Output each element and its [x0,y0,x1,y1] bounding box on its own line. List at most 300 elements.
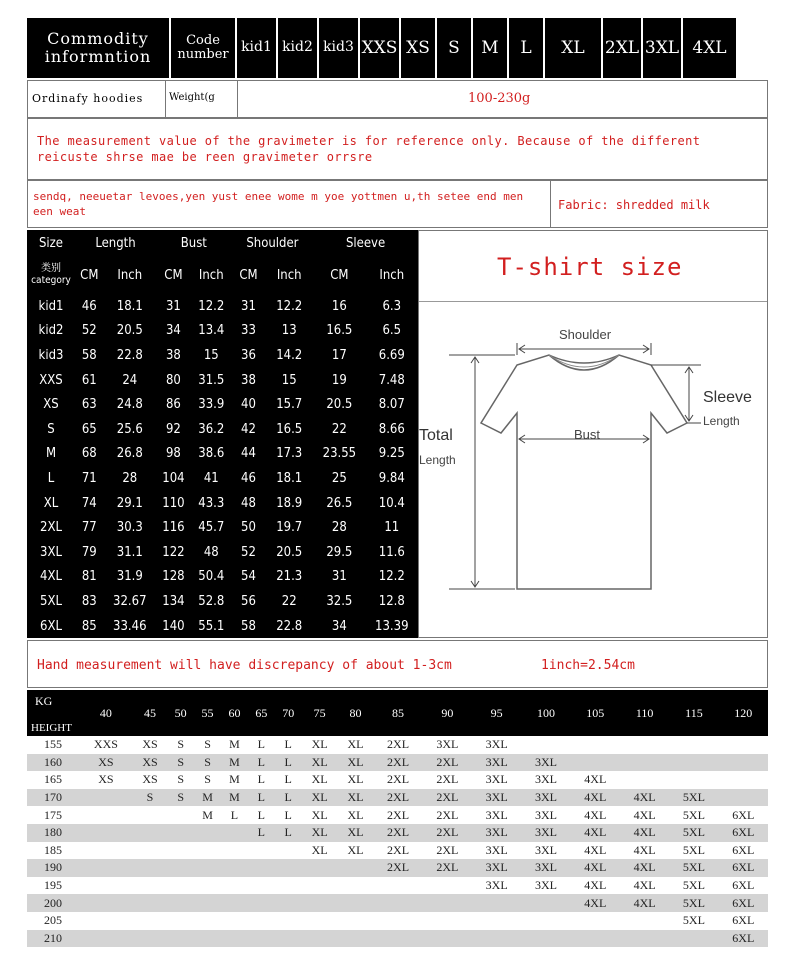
chart-header-row [27,690,768,736]
recommended-size-cell [194,894,221,912]
size-value-cell: 63 [81,397,97,413]
size-value-cell: 110 [162,495,185,511]
product-row [27,80,768,118]
weight-value: 100-230g [468,91,531,106]
size-table-row [27,343,418,368]
recommended-size-cell: 4XL [571,824,620,842]
recommended-size-cell [669,754,718,772]
recommended-size-cell: S [167,754,194,772]
weight-height-chart [27,690,768,950]
size-value-cell: 58 [81,347,97,363]
recommended-size-cell: XL [302,824,338,842]
recommended-size-cell: XL [302,806,338,824]
size-value-cell: 6.69 [378,347,405,363]
recommended-size-cell: 3XL [472,859,521,877]
height-cell: 160 [27,754,79,772]
unit-cm: CM [80,267,99,283]
recommended-size-cell: S [194,771,221,789]
recommended-size-cell [620,912,669,930]
recommended-size-cell: XL [302,754,338,772]
size-value-cell: 79 [81,544,97,560]
recommended-size-cell: 4XL [620,806,669,824]
recommended-size-cell [133,859,167,877]
recommended-size-cell: M [194,789,221,807]
size-value-cell: 31.9 [116,569,143,585]
recommended-size-cell [669,736,718,754]
size-table [27,230,418,638]
gravimeter-notice: The measurement value of the gravimeter is for reference only. Because of the different reicuste shrse mae be reen gravimeter orrsre [37,134,701,164]
recommended-size-cell: XL [302,771,338,789]
weight-header-cell: 50 [167,690,194,736]
recommended-size-cell: 2XL [373,806,422,824]
recommended-size-cell [338,859,374,877]
size-value-cell: 38 [241,372,256,388]
recommended-size-cell [275,877,302,895]
size-value-cell: 31 [165,298,181,314]
recommended-size-cell: XL [338,736,374,754]
recommended-size-cell [133,912,167,930]
recommended-size-cell [472,894,521,912]
recommended-size-cell: 3XL [472,824,521,842]
recommended-size-cell: XS [133,736,167,754]
recommended-size-cell [79,930,133,948]
unit-cm: CM [164,267,183,283]
kg-label: KG [35,694,53,708]
size-value-cell: 8.66 [378,421,405,437]
recommended-size-cell: 6XL [719,912,768,930]
recommended-size-cell: M [221,754,248,772]
size-value-cell: 71 [81,470,97,486]
weight-header-cell: 110 [620,690,669,736]
recommended-size-cell: 4XL [620,824,669,842]
sleeve-label: Sleeve [703,389,752,406]
chart-row [27,842,768,860]
recommended-size-cell: 6XL [719,824,768,842]
recommended-size-cell: L [248,824,275,842]
recommended-size-cell [221,912,248,930]
size-value-cell: 11.6 [378,544,405,560]
size-value-cell: 81 [81,569,97,585]
recommended-size-cell: 2XL [423,824,472,842]
header-row [27,18,768,78]
recommended-size-cell [133,806,167,824]
size-name-cell: 6XL [40,618,62,634]
recommended-size-cell: 2XL [373,771,422,789]
size-name-cell: 3XL [40,544,62,560]
recommended-size-cell [79,859,133,877]
recommended-size-cell: 3XL [472,842,521,860]
category-label: 类别 category [31,263,71,286]
recommended-size-cell: 5XL [669,877,718,895]
weight-header-cell: 115 [669,690,718,736]
chart-row [27,859,768,877]
height-cell: 170 [27,789,79,807]
recommended-size-cell: M [221,789,248,807]
weight-header-cell: 70 [275,690,302,736]
size-value-cell: 31.1 [116,544,143,560]
size-table-row [27,319,418,344]
recommended-size-cell [338,877,374,895]
size-header-2xl: 2XL [603,18,641,78]
recommended-size-cell: S [194,736,221,754]
recommended-size-cell [275,859,302,877]
size-value-cell: 26.8 [116,446,143,462]
recommended-size-cell [719,771,768,789]
recommended-size-cell: 4XL [571,859,620,877]
recommended-size-cell [472,912,521,930]
height-label: HEIGHT [31,722,72,734]
recommended-size-cell: 5XL [669,842,718,860]
size-table-row [27,614,418,639]
size-header-4xl: 4XL [683,18,736,78]
weight-header-cell: 80 [338,690,374,736]
size-value-cell: 15.7 [276,397,303,413]
recommended-size-cell [167,877,194,895]
size-value-cell: 54 [241,569,256,585]
size-value-cell: 43.3 [198,495,225,511]
recommended-size-cell: 4XL [571,894,620,912]
recommended-size-cell [194,930,221,948]
size-value-cell: 68 [81,446,97,462]
recommended-size-cell: 6XL [719,930,768,948]
weight-header-cell: 85 [373,690,422,736]
recommended-size-cell [719,736,768,754]
size-value-cell: 44 [241,446,256,462]
fabric-text: Fabric: shredded milk [558,198,710,212]
chart-row [27,894,768,912]
size-value-cell: 86 [165,397,181,413]
recommended-size-cell: 2XL [423,806,472,824]
height-cell: 175 [27,806,79,824]
size-value-cell: 74 [81,495,97,511]
recommended-size-cell [221,894,248,912]
sleeve-length-label: Length [703,414,740,428]
recommended-size-cell [79,894,133,912]
weight-label: Weight(g [169,92,215,103]
recommended-size-cell: 3XL [521,806,570,824]
recommended-size-cell [167,842,194,860]
recommended-size-cell: XL [338,806,374,824]
recommended-size-cell: L [275,771,302,789]
recommended-size-cell [669,771,718,789]
size-value-cell: 33 [241,323,256,339]
size-value-cell: 13.39 [375,618,409,634]
recommended-size-cell: XL [338,842,374,860]
recommended-size-cell [571,736,620,754]
recommended-size-cell [423,912,472,930]
size-name-cell: 5XL [40,593,62,609]
size-value-cell: 16.5 [326,323,353,339]
recommended-size-cell: 4XL [620,877,669,895]
size-value-cell: 20.5 [116,323,143,339]
size-name-cell: M [45,446,57,462]
size-value-cell: 38.6 [198,446,225,462]
recommended-size-cell: 4XL [620,789,669,807]
recommended-size-cell [275,894,302,912]
size-value-cell: 20.5 [276,544,303,560]
recommended-size-cell [423,930,472,948]
size-header-s: S [437,18,471,78]
weight-header-cell: 55 [194,690,221,736]
size-value-cell: 22.8 [116,347,143,363]
size-value-cell: 16 [331,298,347,314]
size-value-cell: 22 [281,593,297,609]
size-value-cell: 13.4 [198,323,225,339]
recommended-size-cell: 4XL [620,859,669,877]
size-value-cell: 6.5 [382,323,402,339]
size-value-cell: 29.5 [326,544,353,560]
recommended-size-cell [571,912,620,930]
size-value-cell: 22 [331,421,347,437]
recommended-size-cell [167,806,194,824]
recommended-size-cell: XL [338,754,374,772]
size-value-cell: 19 [331,372,347,388]
recommended-size-cell [275,930,302,948]
chart-row [27,736,768,754]
total-length-label: Length [419,453,456,467]
recommended-size-cell: 3XL [472,806,521,824]
chart-row [27,912,768,930]
size-value-cell: 31 [331,569,347,585]
unit-cm: CM [239,267,258,283]
recommended-size-cell: L [275,789,302,807]
size-table-row [27,294,418,319]
size-header-m: M [473,18,507,78]
size-value-cell: 128 [162,569,185,585]
size-value-cell: 7.48 [378,372,405,388]
size-value-cell: 15 [203,347,219,363]
kg-height-corner [27,690,79,736]
size-value-cell: 58 [241,618,256,634]
unit-inch: Inch [276,267,302,283]
product-name: Ordinafy hoodies [32,92,144,105]
size-value-cell: 36.2 [198,421,225,437]
height-cell: 155 [27,736,79,754]
size-value-cell: 65 [81,421,97,437]
recommended-size-cell: 4XL [620,894,669,912]
inch-conversion-note: 1inch=2.54cm [541,658,635,673]
recommended-size-cell [79,824,133,842]
size-value-cell: 13 [281,323,297,339]
size-value-cell: 11 [384,520,400,536]
recommended-size-cell [620,736,669,754]
chart-row [27,754,768,772]
recommended-size-cell: XS [79,771,133,789]
size-value-cell: 42 [241,421,256,437]
size-value-cell: 33.9 [198,397,225,413]
recommended-size-cell [719,754,768,772]
size-value-cell: 28 [331,520,347,536]
size-value-cell: 140 [162,618,185,634]
size-name-cell: kid3 [38,347,64,363]
recommended-size-cell [719,789,768,807]
recommended-size-cell: 2XL [373,842,422,860]
recommended-size-cell [167,912,194,930]
weight-header-cell: 45 [133,690,167,736]
size-name-cell: S [47,421,55,437]
recommended-size-cell [472,930,521,948]
size-value-cell: 24 [122,372,138,388]
recommended-size-cell [302,912,338,930]
height-cell: 210 [27,930,79,948]
recommended-size-cell: 2XL [423,842,472,860]
size-value-cell: 52 [241,544,256,560]
size-value-cell: 9.25 [378,446,405,462]
recommended-size-cell [79,877,133,895]
size-table-row [27,442,418,467]
recommended-size-cell: XS [133,771,167,789]
weight-header-cell: 75 [302,690,338,736]
divider [165,81,166,117]
recommended-size-cell [133,877,167,895]
weight-header-cell: 65 [248,690,275,736]
recommended-size-cell: 3XL [521,789,570,807]
commodity-info-header: Commodity informntion [27,18,169,78]
size-table-row [27,491,418,516]
size-group-header: Size [38,235,63,251]
recommended-size-cell: L [221,806,248,824]
size-value-cell: 24.8 [116,397,143,413]
recommended-size-cell: XS [79,754,133,772]
height-cell: 205 [27,912,79,930]
recommended-size-cell [373,894,422,912]
recommended-size-cell [133,824,167,842]
size-value-cell: 6.3 [382,298,402,314]
recommended-size-cell [248,912,275,930]
chart-row [27,789,768,807]
recommended-size-cell: 5XL [669,912,718,930]
recommended-size-cell: 3XL [472,771,521,789]
size-value-cell: 29.1 [116,495,143,511]
recommended-size-cell: 6XL [719,877,768,895]
size-header-kid3: kid3 [319,18,358,78]
size-value-cell: 31.5 [198,372,225,388]
recommended-size-cell: 2XL [373,824,422,842]
recommended-size-cell [248,894,275,912]
size-value-cell: 41 [203,470,219,486]
recommended-size-cell [373,930,422,948]
size-table-row [27,392,418,417]
size-value-cell: 21.3 [276,569,303,585]
size-value-cell: 17 [331,347,347,363]
divider [419,301,767,302]
size-value-cell: 80 [165,372,181,388]
recommended-size-cell [302,894,338,912]
recommended-size-cell [302,859,338,877]
size-value-cell: 32.5 [326,593,353,609]
size-header-3xl: 3XL [643,18,681,78]
size-value-cell: 56 [241,593,256,609]
size-value-cell: 34 [331,618,347,634]
recommended-size-cell [194,912,221,930]
recommended-size-cell [248,842,275,860]
divider [550,181,551,227]
total-label: Total [419,427,453,444]
recommended-size-cell [167,824,194,842]
size-value-cell: 134 [162,593,185,609]
size-value-cell: 40 [241,397,256,413]
recommended-size-cell: 6XL [719,842,768,860]
size-table-row [27,589,418,614]
sleeve-group-header: Sleeve [345,235,386,251]
size-value-cell: 52.8 [198,593,225,609]
divider [237,81,238,117]
recommended-size-cell [302,877,338,895]
size-value-cell: 92 [165,421,181,437]
recommended-size-cell: 5XL [669,824,718,842]
weight-header-cell: 60 [221,690,248,736]
recommended-size-cell [521,894,570,912]
size-header-kid1: kid1 [237,18,276,78]
recommended-size-cell [194,859,221,877]
size-value-cell: 25 [331,470,347,486]
size-value-cell: 61 [81,372,97,388]
recommended-size-cell [373,877,422,895]
recommended-size-cell [571,930,620,948]
recommended-size-cell: S [167,789,194,807]
size-value-cell: 46 [81,298,97,314]
recommended-size-cell [669,930,718,948]
recommended-size-cell: 3XL [521,824,570,842]
recommended-size-cell [248,930,275,948]
unit-inch: Inch [198,267,224,283]
recommended-size-cell: 5XL [669,894,718,912]
recommended-size-cell [521,930,570,948]
recommended-size-cell [79,912,133,930]
recommended-size-cell: 3XL [521,771,570,789]
size-value-cell: 16.5 [276,421,303,437]
weight-header-cell: 90 [423,690,472,736]
recommended-size-cell [79,806,133,824]
size-header-l: L [509,18,543,78]
recommended-size-cell: XXS [79,736,133,754]
size-value-cell: 98 [165,446,181,462]
recommended-size-cell: XL [302,789,338,807]
recommended-size-cell [338,930,374,948]
recommended-size-cell: 2XL [373,789,422,807]
size-value-cell: 116 [162,520,185,536]
recommended-size-cell [133,894,167,912]
size-header-kid2: kid2 [278,18,317,78]
recommended-size-cell [221,859,248,877]
recommended-size-cell: XL [302,842,338,860]
recommended-size-cell: 4XL [620,842,669,860]
notice-box [27,118,768,180]
size-value-cell: 26.5 [326,495,353,511]
size-value-cell: 18.9 [276,495,303,511]
recommended-size-cell: 4XL [571,771,620,789]
size-value-cell: 38 [165,347,181,363]
recommended-size-cell: 6XL [719,894,768,912]
recommended-size-cell: 4XL [571,877,620,895]
measurement-note-box [27,640,768,688]
recommended-size-cell: S [133,789,167,807]
size-value-cell: 23.55 [322,446,357,462]
recommended-size-cell: 5XL [669,806,718,824]
size-value-cell: 15 [281,372,297,388]
size-table-row [27,540,418,565]
size-value-cell: 20.5 [326,397,353,413]
chart-row [27,930,768,948]
size-value-cell: 18.1 [116,298,143,314]
recommended-size-cell [167,894,194,912]
recommended-size-cell: 3XL [472,754,521,772]
recommended-size-cell: 3XL [472,736,521,754]
recommended-size-cell [194,877,221,895]
size-value-cell: 52 [81,323,97,339]
recommended-size-cell [221,842,248,860]
size-value-cell: 9.84 [378,470,405,486]
